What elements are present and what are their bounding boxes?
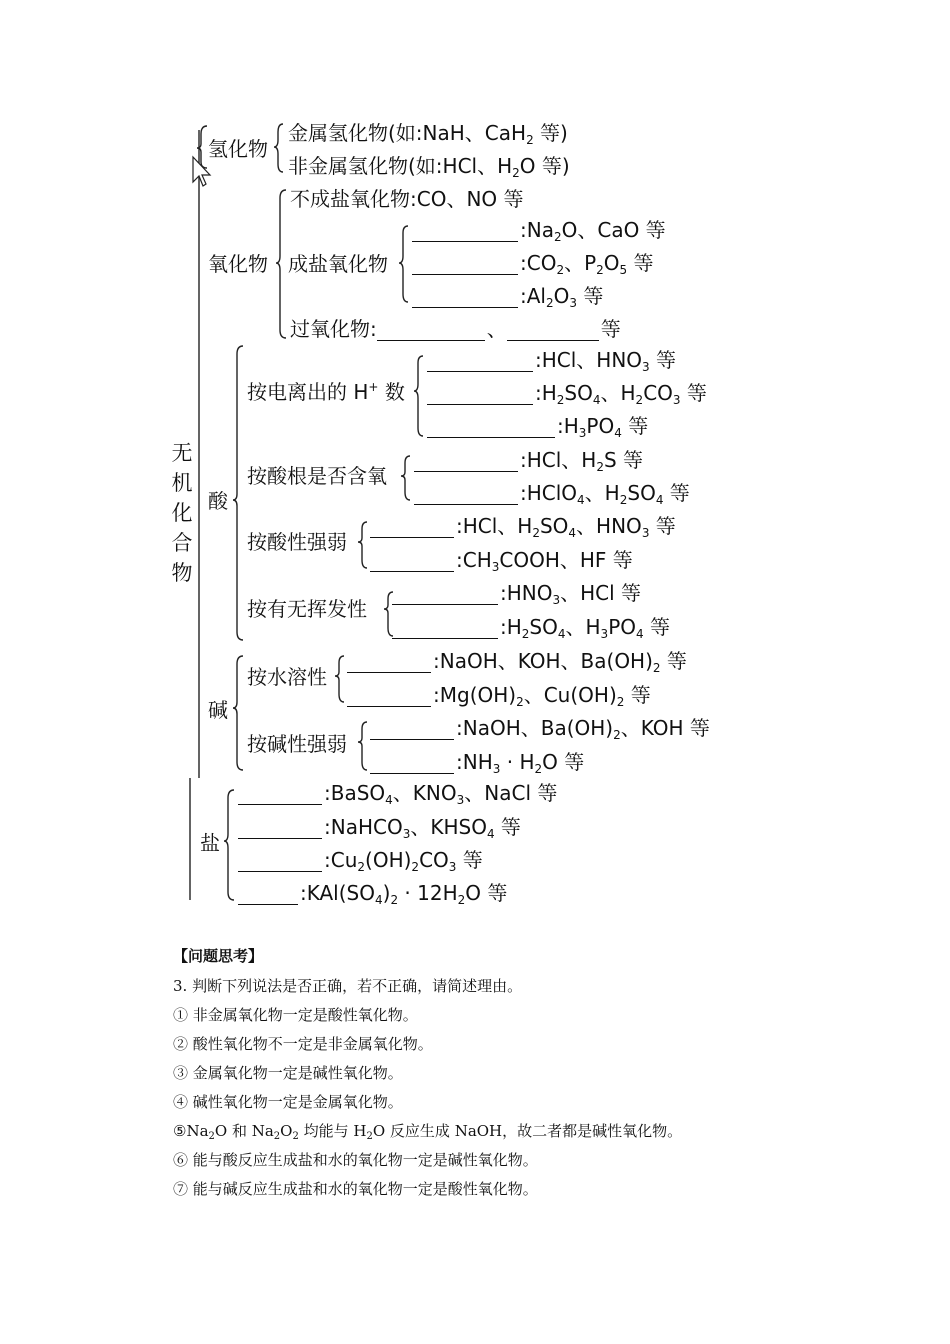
statement-4: ④ 碱性氧化物一定是金属氧化物。	[173, 1093, 403, 1111]
answer-blank[interactable]	[392, 586, 498, 605]
salt-label: 盐	[200, 831, 220, 855]
non-salt-oxide-row: 不成盐氧化物:CO、NO 等	[290, 187, 524, 211]
base-solubility-row-2: $:Mg(OH)_2$、$Cu(OH)_2$ 等	[347, 683, 651, 707]
salt-oxide-row-3: $:Al_2O_3$ 等	[412, 284, 603, 308]
answer-blank[interactable]	[507, 322, 599, 341]
acid-strength-row-2: $:CH_3COOH$、HF 等	[370, 548, 633, 572]
answer-blank[interactable]	[370, 755, 454, 774]
answer-blank[interactable]	[412, 289, 518, 308]
answer-blank[interactable]	[414, 453, 518, 472]
statement-1: ① 非金属氧化物一定是酸性氧化物。	[173, 1006, 418, 1024]
statement-5: $⑤Na_2O$ 和 $Na_2O_2$ 均能与 $H_2O$ 反应生成 NaOH，故二者都是碱性氧化物。	[173, 1122, 683, 1142]
answer-blank[interactable]	[238, 886, 298, 905]
question-heading: 【问题思考】	[173, 947, 264, 965]
answer-blank[interactable]	[412, 223, 518, 242]
peroxide-row: 过氧化物: 、 等	[290, 317, 621, 341]
acid-by-h-label: 按电离出的 H+ 数	[247, 380, 405, 404]
acid-strength-row-1: :HCl、$H_2SO_4$、$HNO_3$ 等	[370, 514, 676, 538]
answer-blank[interactable]	[377, 322, 485, 341]
salt-oxide-label: 成盐氧化物	[288, 252, 388, 276]
base-strength-row-1: :NaOH、$Ba(OH)_2$、KOH 等	[370, 716, 710, 740]
acid-by-o-row-1: :HCl、$H_2S$ 等	[414, 448, 643, 472]
answer-blank[interactable]	[427, 353, 533, 372]
salt-row-3: $:Cu_2(OH)_2CO_3$ 等	[238, 848, 483, 872]
base-strength-label: 按碱性强弱	[247, 732, 347, 756]
metal-hydride-row: 金属氢化物(如:NaH、CaH$_2$ 等)	[288, 121, 568, 147]
acid-label: 酸	[208, 489, 228, 513]
answer-blank[interactable]	[238, 853, 322, 872]
acid-by-o-row-2: :HClO$_4$、$H_2SO_4$ 等	[414, 481, 690, 505]
salt-oxide-row-2: $:CO_2$、$P_2O_5$ 等	[412, 251, 654, 275]
answer-blank[interactable]	[427, 419, 555, 438]
statement-2: ② 酸性氧化物不一定是非金属氧化物。	[173, 1035, 433, 1053]
answer-blank[interactable]	[238, 786, 322, 805]
base-label: 碱	[208, 698, 228, 722]
salt-row-1: :BaSO$_4$、$KNO_3$、NaCl 等	[238, 781, 557, 805]
acid-strength-label: 按酸性强弱	[247, 530, 347, 554]
root-label: 无 机 化 合 物	[171, 441, 193, 585]
statement-6: ⑥ 能与酸反应生成盐和水的氧化物一定是碱性氧化物。	[173, 1151, 538, 1169]
answer-blank[interactable]	[370, 519, 454, 538]
statement-3: ③ 金属氧化物一定是碱性氧化物。	[173, 1064, 403, 1082]
answer-blank[interactable]	[427, 386, 533, 405]
answer-blank[interactable]	[370, 553, 454, 572]
salt-row-4: $:KAl(SO_4)_2 \cdot 12H_2O$ 等	[238, 881, 507, 905]
acid-by-h-row-1: :HCl、$HNO_3$ 等	[427, 348, 676, 372]
acid-volatility-row-2: $:H_2SO_4$、$H_3PO_4$ 等	[392, 615, 670, 639]
acid-by-h-row-2: $:H_2SO_4$、$H_2CO_3$ 等	[427, 381, 707, 405]
acid-by-o-label: 按酸根是否含氧	[247, 464, 387, 488]
question-3: 3. 判断下列说法是否正确，若不正确，请简述理由。	[173, 977, 523, 995]
statement-7: ⑦ 能与碱反应生成盐和水的氧化物一定是酸性氧化物。	[173, 1180, 538, 1198]
answer-blank[interactable]	[347, 688, 431, 707]
answer-blank[interactable]	[370, 721, 454, 740]
base-solubility-label: 按水溶性	[247, 665, 327, 689]
acid-volatility-label: 按有无挥发性	[247, 597, 367, 621]
answer-blank[interactable]	[392, 620, 498, 639]
salt-oxide-row-1: $:Na_2O$、CaO 等	[412, 218, 666, 242]
hydride-label: 氢化物	[208, 137, 268, 161]
salt-row-2: :NaHCO$_3$、$KHSO_4$ 等	[238, 815, 521, 839]
base-solubility-row-1: :NaOH、KOH、$Ba(OH)_2$ 等	[347, 649, 687, 673]
oxide-label: 氧化物	[208, 252, 268, 276]
acid-by-h-row-3: $:H_3PO_4$ 等	[427, 414, 648, 438]
answer-blank[interactable]	[238, 820, 322, 839]
answer-blank[interactable]	[347, 654, 431, 673]
answer-blank[interactable]	[414, 486, 518, 505]
base-strength-row-2: $:NH_3 \cdot H_2O$ 等	[370, 750, 584, 774]
acid-volatility-row-1: $:HNO_3$、HCl 等	[392, 581, 641, 605]
answer-blank[interactable]	[412, 256, 518, 275]
nonmetal-hydride-row: 非金属氢化物(如:HCl、$H_2O$ 等)	[288, 154, 570, 180]
